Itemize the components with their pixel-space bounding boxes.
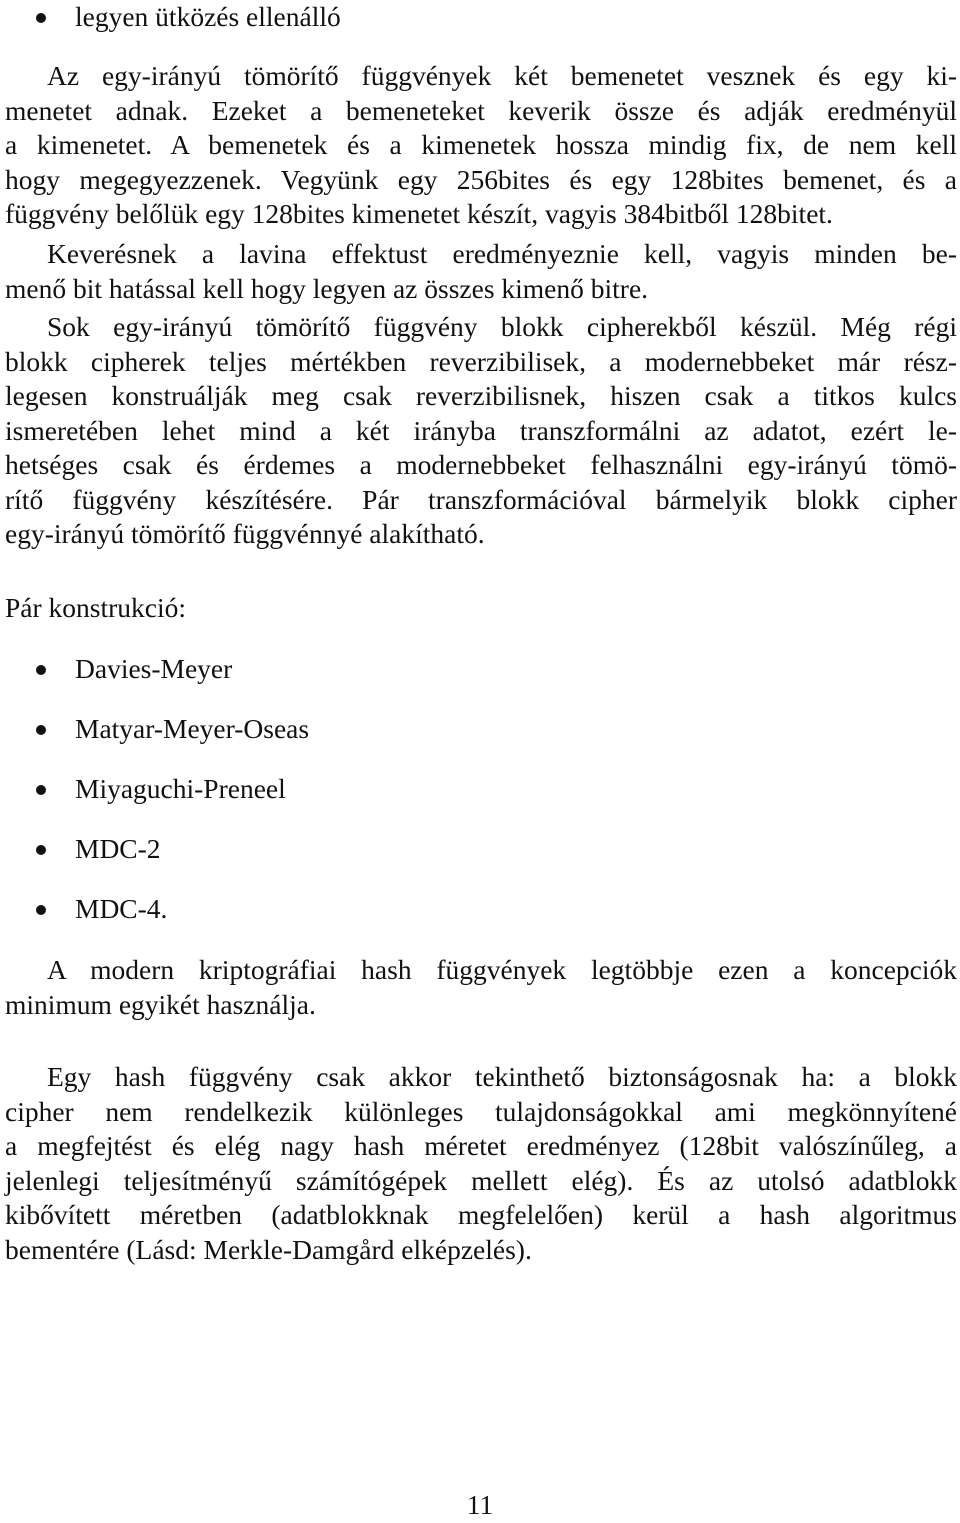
list-item-text: Miyaguchi-Preneel: [75, 773, 286, 804]
list-item-text: Davies-Meyer: [75, 653, 233, 684]
text-line: minimum egyikét használja.: [5, 988, 316, 1020]
text-line: Keverésnek a lavina effektust eredményeznie kell, vagyis minden be-: [47, 238, 957, 269]
text-line: a kimenetet. A bemenetek és a kimenetek hossza mindig fix, de nem kell: [5, 129, 957, 160]
text-line: a megfejtést és elég nagy hash méretet eredményez (128bit valószínűleg, a: [5, 1130, 957, 1161]
text-line: legesen konstruálják meg csak reverzibilisnek, hiszen csak a titkos kulcs: [5, 380, 957, 411]
bullet-icon: [36, 665, 46, 675]
paragraph: [5, 1060, 957, 1267]
list-item-text: legyen ütközés ellenálló: [75, 1, 341, 32]
list-item: [5, 772, 286, 807]
paragraph: [5, 953, 957, 1022]
bullet-icon: [36, 785, 46, 795]
list-item: [5, 712, 309, 747]
bullet-icon: [36, 13, 46, 23]
text-line: rítő függvény készítésére. Pár transzformációval bármelyik blokk cipher: [5, 483, 957, 515]
paragraph: [5, 310, 957, 552]
list-item: [5, 832, 161, 867]
bullet-icon: [36, 905, 46, 915]
text-line: cipher nem rendelkezik különleges tulajdonságokkal ami megkönnyítené: [5, 1095, 957, 1127]
text-line: bementére (Lásd: Merkle-Damgård elképzelés).: [5, 1233, 532, 1265]
section-heading: Pár konstrukció:: [5, 592, 187, 623]
list-item: [5, 0, 341, 35]
text-line: egy-irányú tömörítő függvénnyé alakítható.: [5, 518, 485, 549]
text-line: A modern kriptográfiai hash függvények legtöbbje ezen a koncepciók: [47, 954, 957, 985]
bullet-icon: [36, 725, 46, 735]
list-item: [5, 892, 167, 927]
text-line: Az egy-irányú tömörítő függvények két bemenetet vesznek és egy ki-: [47, 60, 957, 91]
bullet-icon: [36, 845, 46, 855]
list-item: [5, 652, 232, 687]
text-line: Egy hash függvény csak akkor tekinthető biztonságosnak ha: a blokk: [47, 1061, 957, 1092]
paragraph: [5, 237, 957, 306]
text-line: kibővített méretben (adatblokknak megfelelően) kerül a hash algoritmus: [5, 1199, 957, 1230]
text-line: ismeretében lehet mind a két irányba transzformálni az adatot, ezért le-: [5, 414, 957, 446]
text-line: blokk cipherek teljes mértékben reverzibilisek, a modernebbeket már rész-: [5, 345, 957, 377]
text-line: Sok egy-irányú tömörítő függvény blokk cipherekből készül. Még régi: [47, 311, 957, 342]
paragraph: [5, 59, 957, 232]
list-item-text: MDC-4.: [75, 893, 168, 924]
list-item-text: Matyar-Meyer-Oseas: [75, 713, 310, 744]
text-line: hetséges csak és érdemes a modernebbeket felhasználni egy-irányú tömö-: [5, 449, 957, 480]
text-line: hogy megegyezzenek. Vegyünk egy 256bites és egy 128bites bemenet, és a: [5, 163, 957, 195]
text-line: menő bit hatással kell hogy legyen az összes kimenő bitre.: [5, 272, 649, 304]
page-number: 11: [466, 1489, 494, 1520]
text-line: jelenlegi teljesítményű számítógépek mellett elég). És az utolsó adatblokk: [5, 1164, 957, 1196]
text-line: függvény belőlük egy 128bites kimenetet készít, vagyis 384bitből 128bitet.: [5, 198, 833, 229]
list-item-text: MDC-2: [75, 833, 161, 864]
text-line: menetet adnak. Ezeket a bemeneteket keverik össze és adják eredményül: [5, 94, 957, 126]
